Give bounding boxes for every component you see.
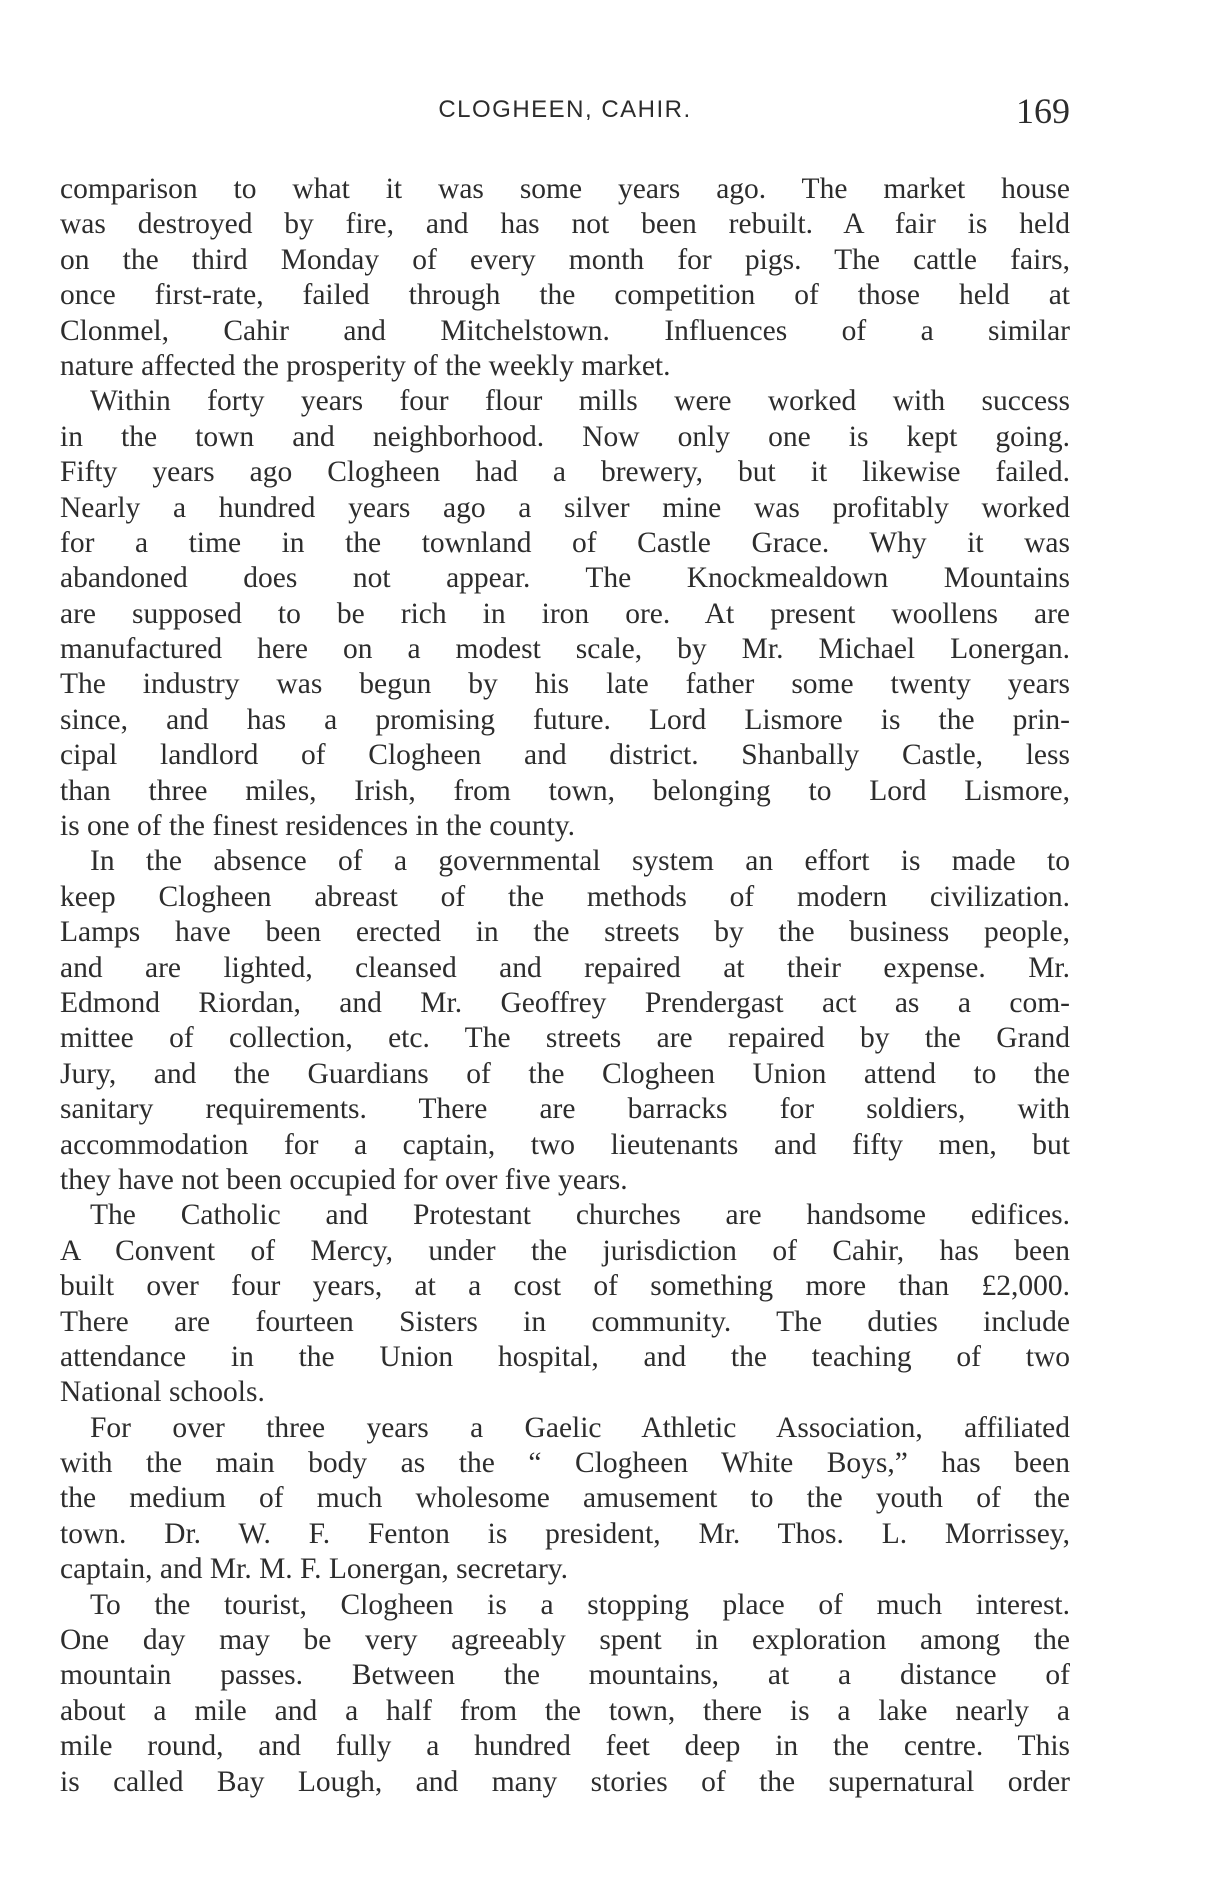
text-line: The industry was begun by his late father some twenty years (60, 668, 1070, 701)
text-line: Edmond Riordan, and Mr. Geoffrey Prendergast act as a com- (60, 986, 1070, 1019)
text-line: Jury, and the Guardians of the Clogheen Union attend to the (60, 1057, 1070, 1090)
text-line: National schools. (60, 1376, 265, 1409)
text-line: about a mile and a half from the town, there is a lake nearly a (60, 1694, 1070, 1727)
text-line: Nearly a hundred years ago a silver mine was profitably worked (60, 491, 1070, 524)
text-line: in the town and neighborhood. Now only one is kept going. (60, 420, 1070, 453)
body-text (60, 172, 1070, 1800)
text-line: The Catholic and Protestant churches are handsome edifices. (90, 1199, 1070, 1232)
running-title: CLOGHEEN, CAHIR. (438, 96, 692, 123)
text-line: One day may be very agreeably spent in exploration among the (60, 1624, 1070, 1657)
text-line: mountain passes. Between the mountains, at a distance of (60, 1659, 1070, 1692)
text-line: was destroyed by fire, and has not been rebuilt. A fair is held (60, 208, 1070, 241)
text-line: mittee of collection, etc. The streets are repaired by the Grand (60, 1022, 1070, 1055)
text-line: To the tourist, Clogheen is a stopping place of much interest. (90, 1588, 1070, 1621)
text-line: There are fourteen Sisters in community. The duties include (60, 1305, 1070, 1338)
text-line: sanitary requirements. There are barracks for soldiers, with (60, 1093, 1070, 1126)
text-line: and are lighted, cleansed and repaired at their expense. Mr. (60, 951, 1070, 984)
text-line: accommodation for a captain, two lieutenants and fifty men, but (60, 1128, 1070, 1161)
text-line: built over four years, at a cost of something more than £2,000. (60, 1270, 1070, 1303)
text-line: In the absence of a governmental system an effort is made to (90, 845, 1070, 878)
text-line: is called Bay Lough, and many stories of the supernatural order (60, 1765, 1070, 1798)
text-line: cipal landlord of Clogheen and district. Shanbally Castle, less (60, 739, 1070, 772)
text-line: are supposed to be rich in iron ore. At present woollens are (60, 597, 1070, 630)
text-line: with the main body as the “ Clogheen White Boys,” has been (60, 1447, 1070, 1480)
text-line: Fifty years ago Clogheen had a brewery, but it likewise failed. (60, 456, 1070, 489)
text-line: they have not been occupied for over five years. (60, 1163, 628, 1196)
text-line: A Convent of Mercy, under the jurisdiction of Cahir, has been (60, 1234, 1070, 1267)
text-line: than three miles, Irish, from town, belonging to Lord Lismore, (60, 774, 1070, 807)
text-line: town. Dr. W. F. Fenton is president, Mr. Thos. L. Morrissey, (60, 1517, 1070, 1550)
text-line: manufactured here on a modest scale, by Mr. Michael Lonergan. (60, 633, 1070, 666)
text-line: captain, and Mr. M. F. Lonergan, secretary. (60, 1553, 568, 1586)
text-line: For over three years a Gaelic Athletic Association, affiliated (90, 1411, 1070, 1444)
text-line: mile round, and fully a hundred feet deep in the centre. This (60, 1730, 1070, 1763)
text-line: Within forty years four flour mills were worked with success (90, 385, 1070, 418)
text-line: Lamps have been erected in the streets by the business people, (60, 916, 1070, 949)
text-line: Clonmel, Cahir and Mitchelstown. Influences of a similar (60, 314, 1070, 347)
text-line: since, and has a promising future. Lord Lismore is the prin- (60, 703, 1070, 736)
text-line: comparison to what it was some years ago. The market house (60, 173, 1070, 205)
text-line: abandoned does not appear. The Knockmealdown Mountains (60, 562, 1070, 595)
text-line: once first-rate, failed through the competition of those held at (60, 279, 1070, 312)
page-number: 169 (1016, 91, 1070, 131)
text-line: nature affected the prosperity of the weekly market. (60, 349, 671, 382)
running-head (60, 92, 1070, 132)
text-line: on the third Monday of every month for pigs. The cattle fairs, (60, 243, 1070, 276)
text-line: the medium of much wholesome amusement to the youth of the (60, 1482, 1070, 1515)
text-line: for a time in the townland of Castle Grace. Why it was (60, 526, 1070, 559)
text-line: attendance in the Union hospital, and the teaching of two (60, 1340, 1070, 1373)
text-line: keep Clogheen abreast of the methods of modern civilization. (60, 880, 1070, 913)
text-line: is one of the finest residences in the county. (60, 810, 576, 843)
